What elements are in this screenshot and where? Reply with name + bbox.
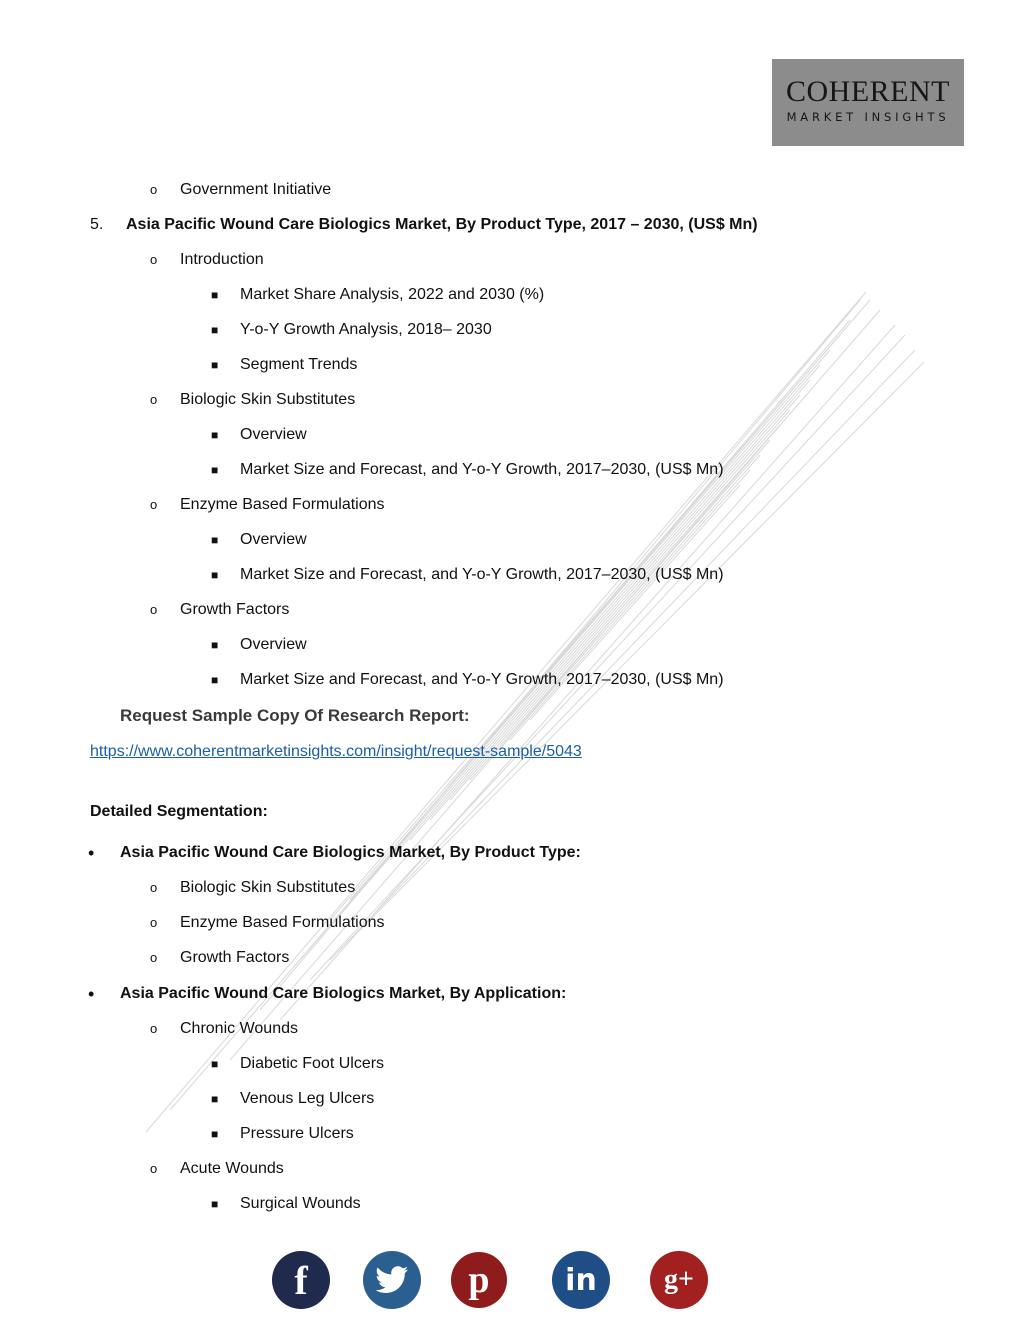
circle-bullet-icon: o — [150, 1161, 158, 1176]
square-bullet-icon: ■ — [211, 568, 219, 582]
segment-item: Enzyme Based Formulations — [180, 914, 385, 931]
segment-subitem: Venous Leg Ulcers — [240, 1090, 375, 1107]
logo-wordmark: COHERENT — [786, 75, 950, 108]
circle-bullet-icon: o — [150, 950, 158, 965]
toc-item-enzyme-based-formulations: Enzyme Based Formulations — [180, 496, 385, 513]
request-sample-link[interactable]: https://www.coherentmarketinsights.com/insight/request-sample/5043 — [90, 743, 582, 760]
circle-bullet-icon: o — [150, 497, 158, 512]
square-bullet-icon: ■ — [211, 358, 219, 372]
square-bullet-icon: ■ — [211, 1057, 219, 1071]
toc-item-biologic-skin-substitutes: Biologic Skin Substitutes — [180, 391, 356, 408]
segment-product-type-title: Asia Pacific Wound Care Biologics Market, By Product Type: — [120, 844, 581, 861]
facebook-icon[interactable] — [272, 1251, 330, 1309]
square-bullet-icon: ■ — [211, 323, 219, 337]
toc-subitem: Overview — [240, 426, 307, 443]
logo-tagline: MARKET INSIGHTS — [786, 110, 950, 124]
toc-subitem: Market Size and Forecast, and Y-o-Y Growth, 2017–2030, (US$ Mn) — [240, 566, 724, 583]
square-bullet-icon: ■ — [211, 1092, 219, 1106]
square-bullet-icon: ■ — [211, 673, 219, 687]
circle-bullet-icon: o — [150, 915, 158, 930]
facebook-glyph: f — [294, 1257, 308, 1303]
toc-subitem: Market Size and Forecast, and Y-o-Y Growth, 2017–2030, (US$ Mn) — [240, 461, 724, 478]
twitter-icon[interactable] — [363, 1251, 421, 1309]
circle-bullet-icon: o — [150, 602, 158, 617]
linkedin-icon[interactable] — [552, 1251, 610, 1309]
segment-item: Growth Factors — [180, 949, 290, 966]
segment-subitem: Pressure Ulcers — [240, 1125, 354, 1142]
segment-item-chronic-wounds: Chronic Wounds — [180, 1020, 298, 1037]
google-plus-icon[interactable] — [650, 1251, 708, 1309]
segment-subitem: Diabetic Foot Ulcers — [240, 1055, 385, 1072]
pinterest-glyph: p — [468, 1259, 490, 1301]
circle-bullet-icon: o — [150, 880, 158, 895]
segment-application-title: Asia Pacific Wound Care Biologics Market, By Application: — [120, 985, 567, 1002]
linkedin-glyph: in — [565, 1262, 597, 1298]
segmentation-heading: Detailed Segmentation: — [90, 803, 268, 820]
toc-subitem: Market Size and Forecast, and Y-o-Y Growth, 2017–2030, (US$ Mn) — [240, 671, 724, 688]
segment-item-acute-wounds: Acute Wounds — [180, 1160, 284, 1177]
toc-item-growth-factors: Growth Factors — [180, 601, 290, 618]
section-title: Asia Pacific Wound Care Biologics Market, By Product Type, 2017 – 2030, (US$ Mn) — [126, 216, 758, 233]
twitter-bird-icon — [375, 1266, 409, 1294]
section-number: 5. — [90, 216, 104, 233]
toc-subitem: Overview — [240, 636, 307, 653]
square-bullet-icon: ■ — [211, 638, 219, 652]
square-bullet-icon: ■ — [211, 533, 219, 547]
square-bullet-icon: ■ — [211, 1127, 219, 1141]
toc-subitem: Overview — [240, 531, 307, 548]
toc-item-government-initiative: Government Initiative — [180, 181, 332, 198]
toc-subitem: Market Share Analysis, 2022 and 2030 (%) — [240, 286, 545, 303]
google-plus-glyph: g+ — [664, 1264, 694, 1295]
request-sample-label: Request Sample Copy Of Research Report: — [120, 706, 470, 725]
circle-bullet-icon: o — [150, 252, 158, 267]
circle-bullet-icon: o — [150, 392, 158, 407]
toc-subitem: Y-o-Y Growth Analysis, 2018– 2030 — [240, 321, 492, 338]
square-bullet-icon: ■ — [211, 463, 219, 477]
segment-item: Biologic Skin Substitutes — [180, 879, 356, 896]
circle-bullet-icon: o — [150, 182, 158, 197]
segment-subitem: Surgical Wounds — [240, 1195, 361, 1212]
company-logo — [772, 59, 964, 146]
square-bullet-icon: ■ — [211, 1197, 219, 1211]
disc-bullet-icon: • — [88, 984, 95, 1004]
toc-item-introduction: Introduction — [180, 251, 264, 268]
square-bullet-icon: ■ — [211, 428, 219, 442]
disc-bullet-icon: • — [88, 843, 95, 863]
square-bullet-icon: ■ — [211, 288, 219, 302]
circle-bullet-icon: o — [150, 1021, 158, 1036]
pinterest-icon[interactable] — [451, 1252, 507, 1308]
toc-subitem: Segment Trends — [240, 356, 358, 373]
